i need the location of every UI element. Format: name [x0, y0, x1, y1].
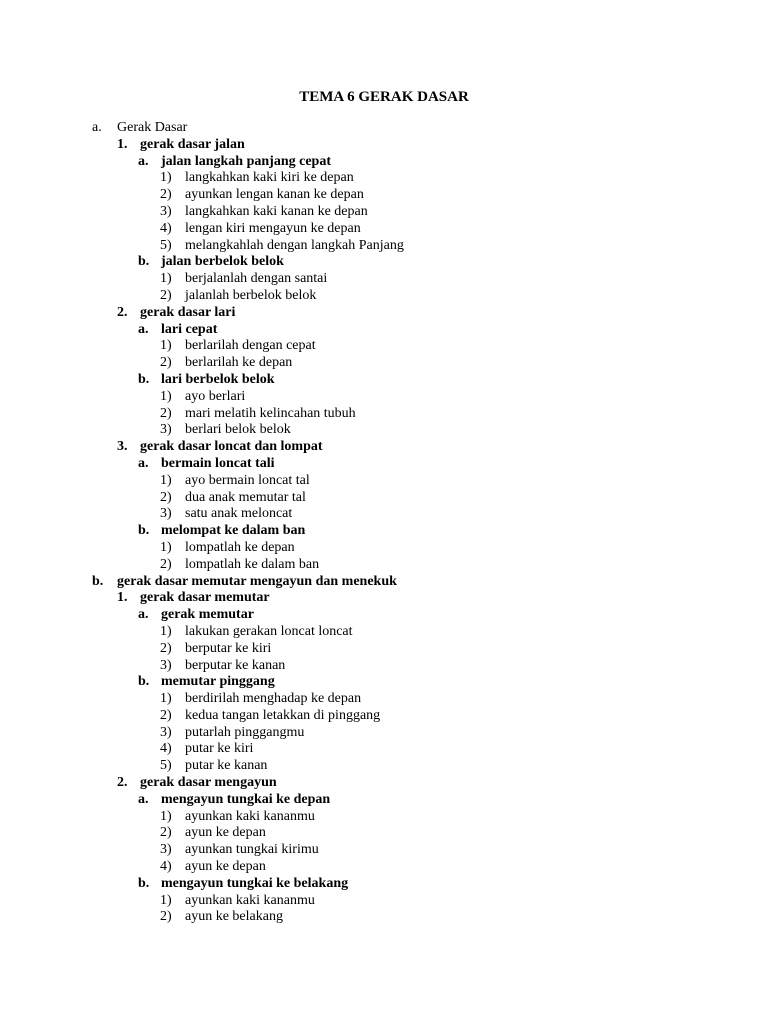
outline-item-step	[0, 473, 768, 490]
outline-item-step	[0, 859, 768, 876]
outline-item-topic	[0, 154, 768, 171]
item-text: mengayun tungkai ke belakang	[161, 875, 349, 891]
document-title: TEMA 6 GERAK DASAR	[299, 89, 469, 105]
item-text: langkahkan kaki kiri ke depan	[185, 170, 354, 186]
item-text: berlarilah ke depan	[185, 355, 293, 371]
item-text: gerak dasar memutar	[140, 590, 270, 606]
item-text: gerak memutar	[161, 607, 254, 623]
item-number: 3)	[160, 506, 172, 522]
outline-item-step	[0, 221, 768, 238]
item-text: ayo bermain loncat tal	[185, 472, 310, 488]
outline-item-step	[0, 658, 768, 675]
item-number: 1.	[117, 590, 128, 606]
outline-item-topic	[0, 674, 768, 691]
item-text: lari berbelok belok	[161, 371, 275, 387]
item-text: jalan berbelok belok	[161, 254, 284, 270]
item-number: 1)	[160, 623, 172, 639]
outline-item-section	[0, 120, 768, 137]
item-text: putarlah pinggangmu	[185, 724, 305, 740]
item-text: bermain loncat tali	[161, 455, 275, 471]
item-text: berputar ke kiri	[185, 640, 272, 656]
item-text: langkahkan kaki kanan ke depan	[185, 203, 368, 219]
outline-item-step	[0, 422, 768, 439]
item-number: b.	[138, 523, 150, 539]
outline-item-step	[0, 389, 768, 406]
item-number: 1)	[160, 170, 172, 186]
item-number: 2)	[160, 909, 172, 925]
item-number: b.	[138, 674, 150, 690]
item-text: ayunkan kaki kananmu	[185, 892, 315, 908]
outline-item-step	[0, 624, 768, 641]
outline-item-step	[0, 741, 768, 758]
item-text: lari cepat	[161, 321, 218, 337]
item-number: 1)	[160, 388, 172, 404]
outline-item-subsection	[0, 439, 768, 456]
item-text: Gerak Dasar	[117, 120, 188, 135]
item-number: 4)	[160, 220, 172, 236]
outline-item-step	[0, 893, 768, 910]
item-text: gerak dasar mengayun	[140, 775, 277, 791]
outline-item-step	[0, 271, 768, 288]
item-text: ayo berlari	[185, 388, 246, 404]
item-text: ayunkan kaki kananmu	[185, 808, 315, 824]
outline-item-topic	[0, 254, 768, 271]
outline-item-step	[0, 691, 768, 708]
outline-item-step	[0, 406, 768, 423]
item-text: berjalanlah dengan santai	[185, 271, 328, 287]
item-number: 3.	[117, 439, 128, 455]
item-number: 2)	[160, 187, 172, 203]
item-text: jalanlah berbelok belok	[185, 287, 317, 303]
item-number: 2)	[160, 556, 172, 572]
outline-item-topic	[0, 876, 768, 893]
outline-item-step	[0, 909, 768, 926]
outline-item-step	[0, 641, 768, 658]
item-number: b.	[92, 573, 104, 589]
item-text: satu anak meloncat	[185, 506, 293, 522]
item-text: ayun ke depan	[185, 859, 266, 875]
item-number: a.	[138, 321, 149, 337]
outline-item-step	[0, 708, 768, 725]
outline-item-step	[0, 540, 768, 557]
item-number: b.	[138, 254, 150, 270]
item-text: melangkahlah dengan langkah Panjang	[185, 237, 404, 253]
outline-item-step	[0, 187, 768, 204]
item-text: lompatlah ke depan	[185, 539, 295, 555]
outline-item-step	[0, 338, 768, 355]
item-text: ayun ke belakang	[185, 909, 283, 925]
item-text: mari melatih kelincahan tubuh	[185, 405, 356, 421]
item-text: ayunkan lengan kanan ke depan	[185, 187, 364, 203]
outline-item-step	[0, 758, 768, 775]
item-text: berlari belok belok	[185, 422, 291, 438]
item-number: 1)	[160, 271, 172, 287]
item-number: 1)	[160, 539, 172, 555]
outline-item-step	[0, 490, 768, 507]
item-text: gerak dasar loncat dan lompat	[140, 439, 323, 455]
outline-item-topic	[0, 792, 768, 809]
item-number: 2)	[160, 707, 172, 723]
item-number: 1.	[117, 136, 128, 152]
outline-item-subsection	[0, 137, 768, 154]
item-number: 2)	[160, 825, 172, 841]
item-text: ayunkan tungkai kirimu	[185, 842, 319, 858]
outline-item-step	[0, 557, 768, 574]
item-text: kedua tangan letakkan di pinggang	[185, 707, 381, 723]
item-number: 1)	[160, 808, 172, 824]
outline-item-step	[0, 809, 768, 826]
outline-item-topic	[0, 372, 768, 389]
item-number: 1)	[160, 338, 172, 354]
item-number: 3)	[160, 422, 172, 438]
item-number: a.	[138, 153, 149, 169]
outline-item-subsection	[0, 590, 768, 607]
item-text: putar ke kiri	[185, 741, 254, 757]
item-number: 2)	[160, 640, 172, 656]
item-number: 3)	[160, 203, 172, 219]
outline-item-step	[0, 170, 768, 187]
item-number: b.	[138, 875, 150, 891]
item-text: ayun ke depan	[185, 825, 266, 841]
item-text: gerak dasar jalan	[140, 136, 245, 152]
outline-item-topic	[0, 607, 768, 624]
item-number: b.	[138, 371, 150, 387]
item-number: 1)	[160, 472, 172, 488]
item-text: memutar pinggang	[161, 674, 275, 690]
item-text: lompatlah ke dalam ban	[185, 556, 320, 572]
outline-item-topic	[0, 456, 768, 473]
outline-item-section	[0, 574, 768, 591]
item-number: 3)	[160, 842, 172, 858]
item-number: 5)	[160, 237, 172, 253]
item-number: 4)	[160, 741, 172, 757]
outline-item-step	[0, 725, 768, 742]
outline-item-step	[0, 842, 768, 859]
item-number: a.	[138, 607, 149, 623]
item-number: 2.	[117, 775, 128, 791]
item-number: 1)	[160, 691, 172, 707]
item-number: 2)	[160, 287, 172, 303]
outline-item-step	[0, 355, 768, 372]
item-number: 2)	[160, 489, 172, 505]
item-text: gerak dasar memutar mengayun dan menekuk	[117, 573, 397, 589]
outline-item-subsection	[0, 775, 768, 792]
item-number: 3)	[160, 657, 172, 673]
outline-item-topic	[0, 523, 768, 540]
item-text: berputar ke kanan	[185, 657, 286, 673]
item-text: berdirilah menghadap ke depan	[185, 691, 362, 707]
item-number: 3)	[160, 724, 172, 740]
item-text: mengayun tungkai ke depan	[161, 791, 331, 807]
item-text: lakukan gerakan loncat loncat	[185, 623, 353, 639]
item-number: 2)	[160, 355, 172, 371]
item-text: jalan langkah panjang cepat	[161, 153, 331, 169]
item-text: lengan kiri mengayun ke depan	[185, 220, 361, 236]
outline-item-step	[0, 825, 768, 842]
item-text: dua anak memutar tal	[185, 489, 306, 505]
outline-item-step	[0, 238, 768, 255]
item-number: 4)	[160, 859, 172, 875]
item-text: melompat ke dalam ban	[161, 523, 306, 539]
item-number: a.	[92, 120, 102, 135]
item-text: putar ke kanan	[185, 758, 268, 774]
item-text: gerak dasar lari	[140, 304, 236, 320]
item-number: 5)	[160, 758, 172, 774]
outline-item-step	[0, 204, 768, 221]
outline-item-step	[0, 288, 768, 305]
item-number: a.	[138, 791, 149, 807]
item-number: 2)	[160, 405, 172, 421]
item-number: 1)	[160, 892, 172, 908]
item-number: 2.	[117, 304, 128, 320]
item-text: berlarilah dengan cepat	[185, 338, 316, 354]
outline-list	[0, 120, 768, 926]
outline-item-subsection	[0, 305, 768, 322]
item-number: a.	[138, 455, 149, 471]
outline-item-step	[0, 506, 768, 523]
outline-item-topic	[0, 322, 768, 339]
